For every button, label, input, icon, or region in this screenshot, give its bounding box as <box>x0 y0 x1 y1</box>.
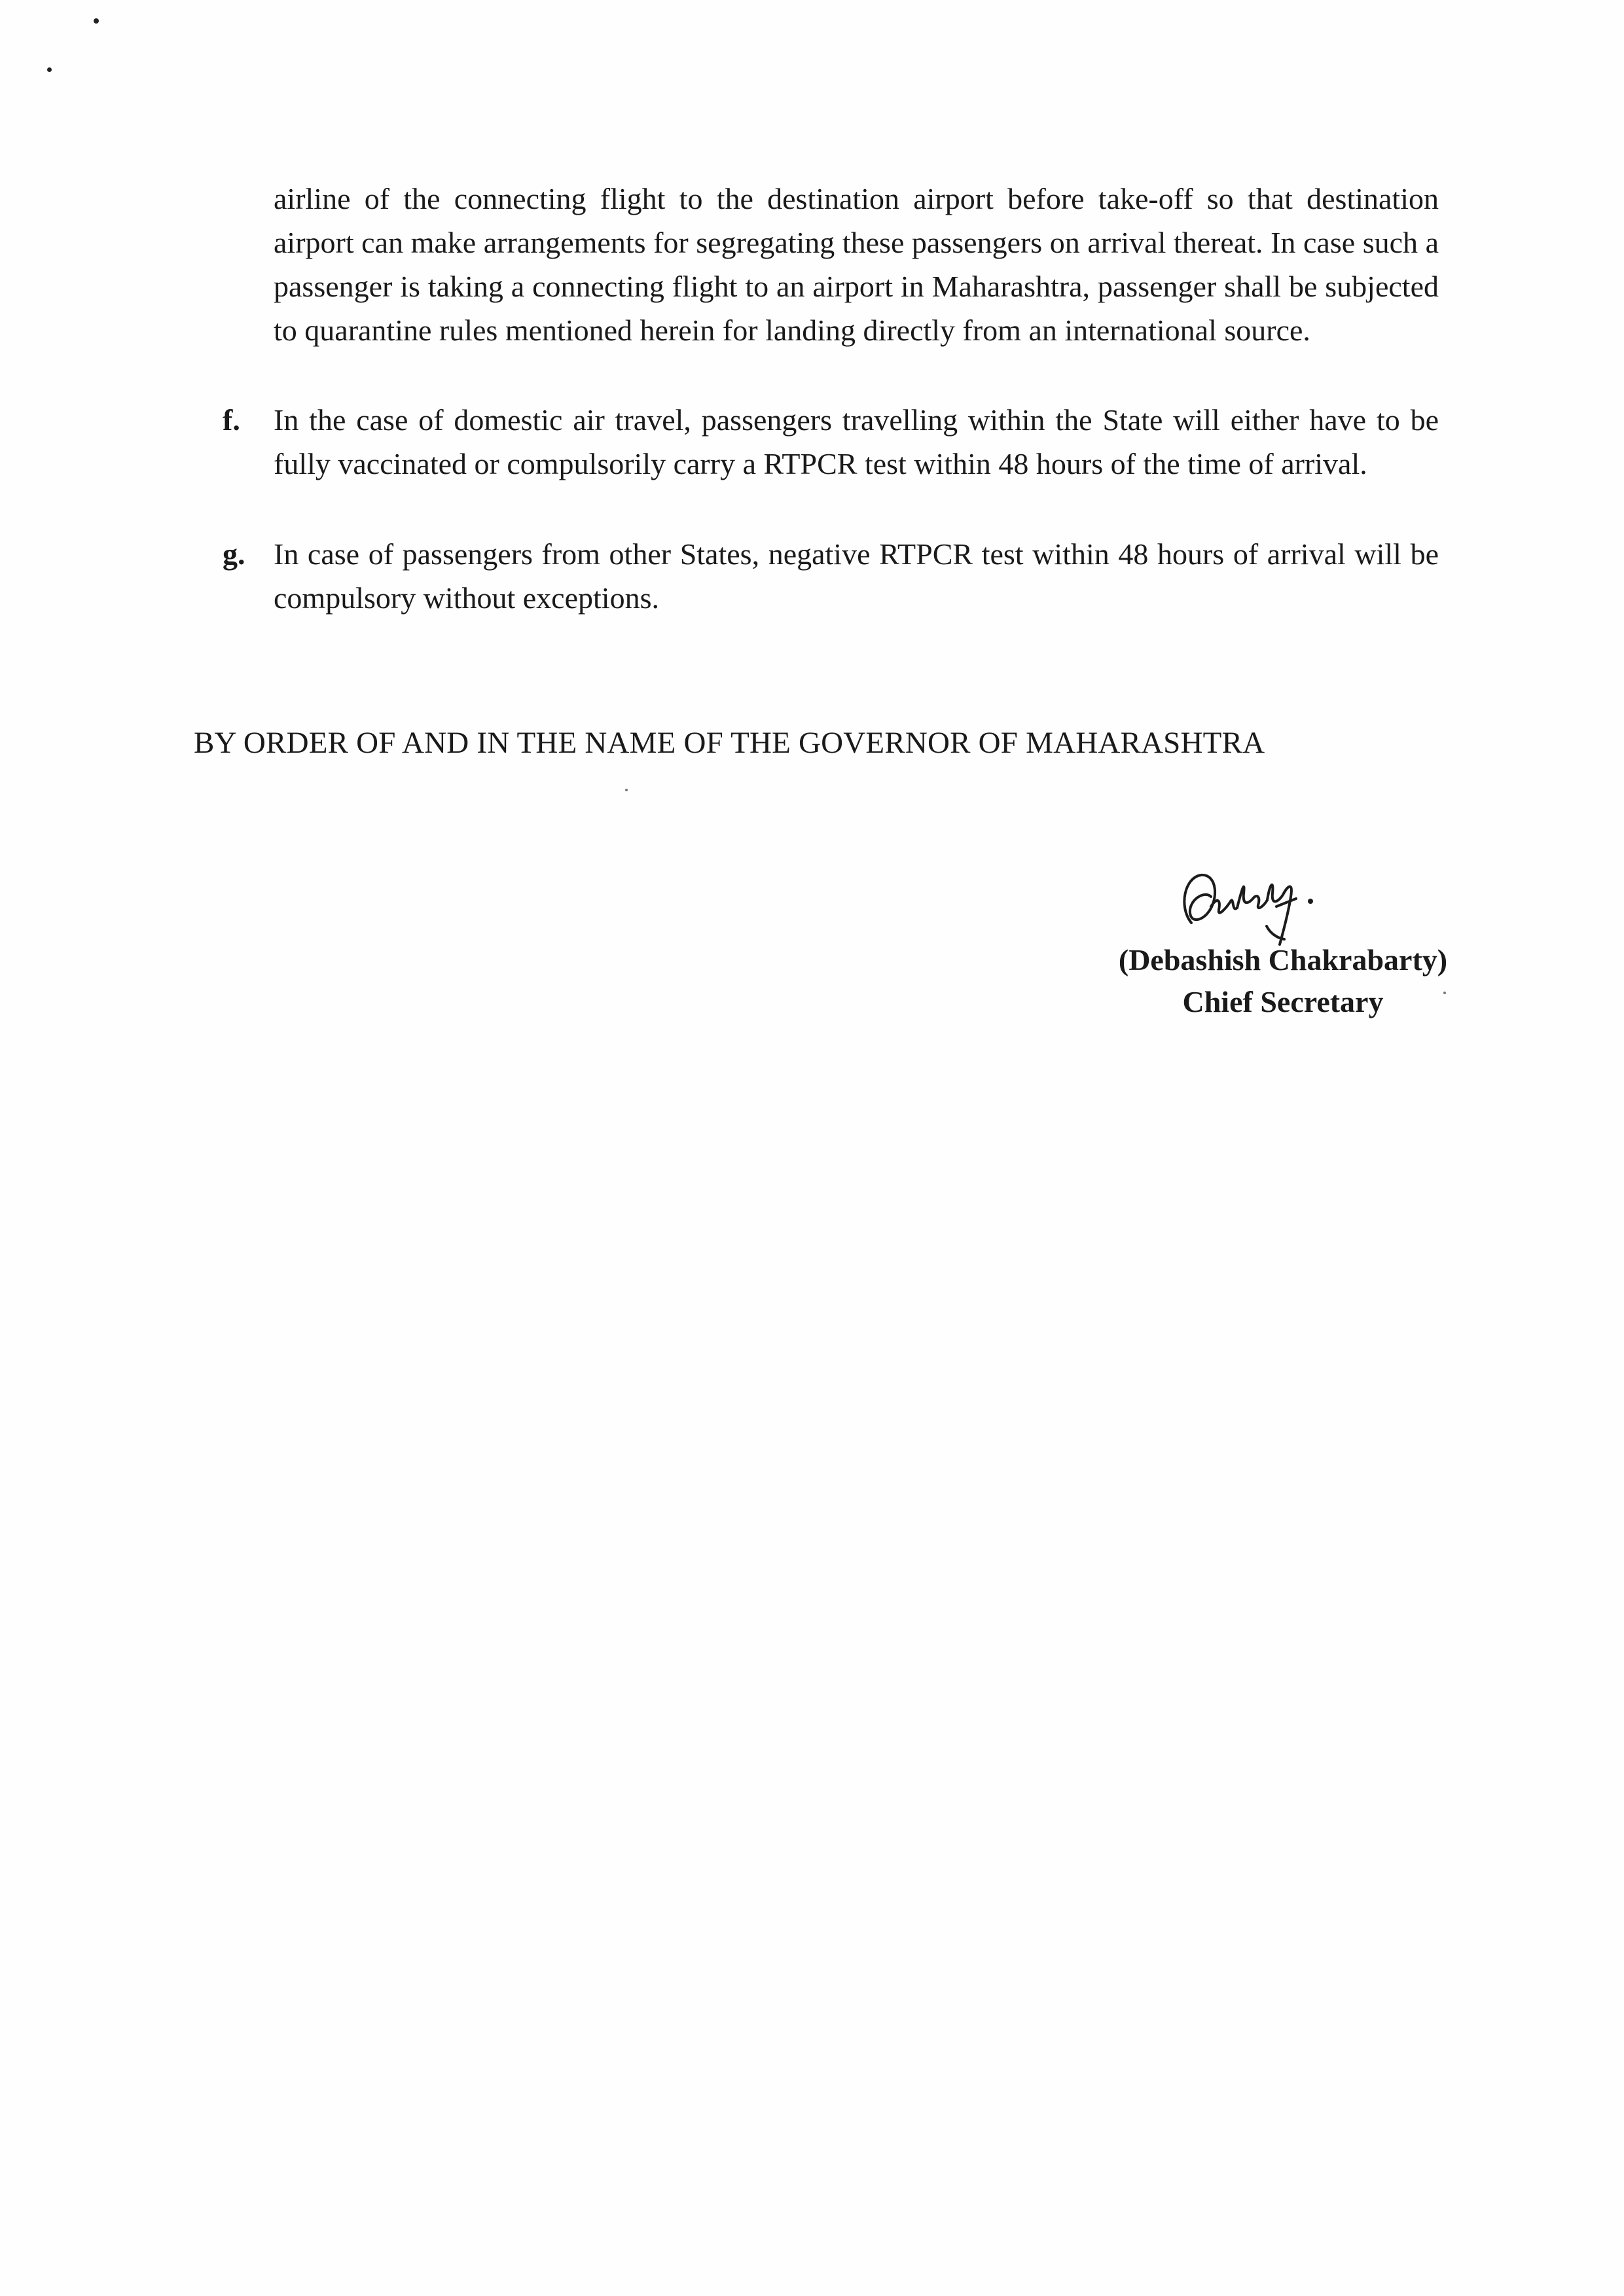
signatory-name: (Debashish Chakrabarty) <box>1118 943 1448 977</box>
list-item-text: In case of passengers from other States, negative RTPCR test within 48 hours of arrival will be compulsory without exceptions. <box>274 537 1439 615</box>
scan-speck <box>94 18 99 24</box>
scan-speck <box>625 789 628 791</box>
list-item-text: In the case of domestic air travel, passengers travelling within the State will either have to be fully vaccinated or compulsorily carry a RTPCR test within 48 hours of the time of arrival. <box>274 403 1439 480</box>
governor-order-line: BY ORDER OF AND IN THE NAME OF THE GOVERNOR OF MAHARASHTRA <box>194 726 1265 760</box>
list-marker: f. <box>223 403 240 437</box>
signatory-block <box>1047 939 1519 1023</box>
signatory-title: Chief Secretary <box>1182 985 1384 1018</box>
list-marker: g. <box>223 537 245 571</box>
handwritten-signature <box>1172 861 1322 949</box>
scan-speck <box>47 67 52 72</box>
continuation-paragraph: airline of the connecting flight to the destination airport before take-off so that destination airport can make arrangements for segregating these passengers on arrival thereat. In case such a passenger is taking a connecting flight to an airport in Maharashtra, passenger shall be subjected to quarantine rules mentioned herein for landing directly from an international source. <box>274 182 1439 347</box>
